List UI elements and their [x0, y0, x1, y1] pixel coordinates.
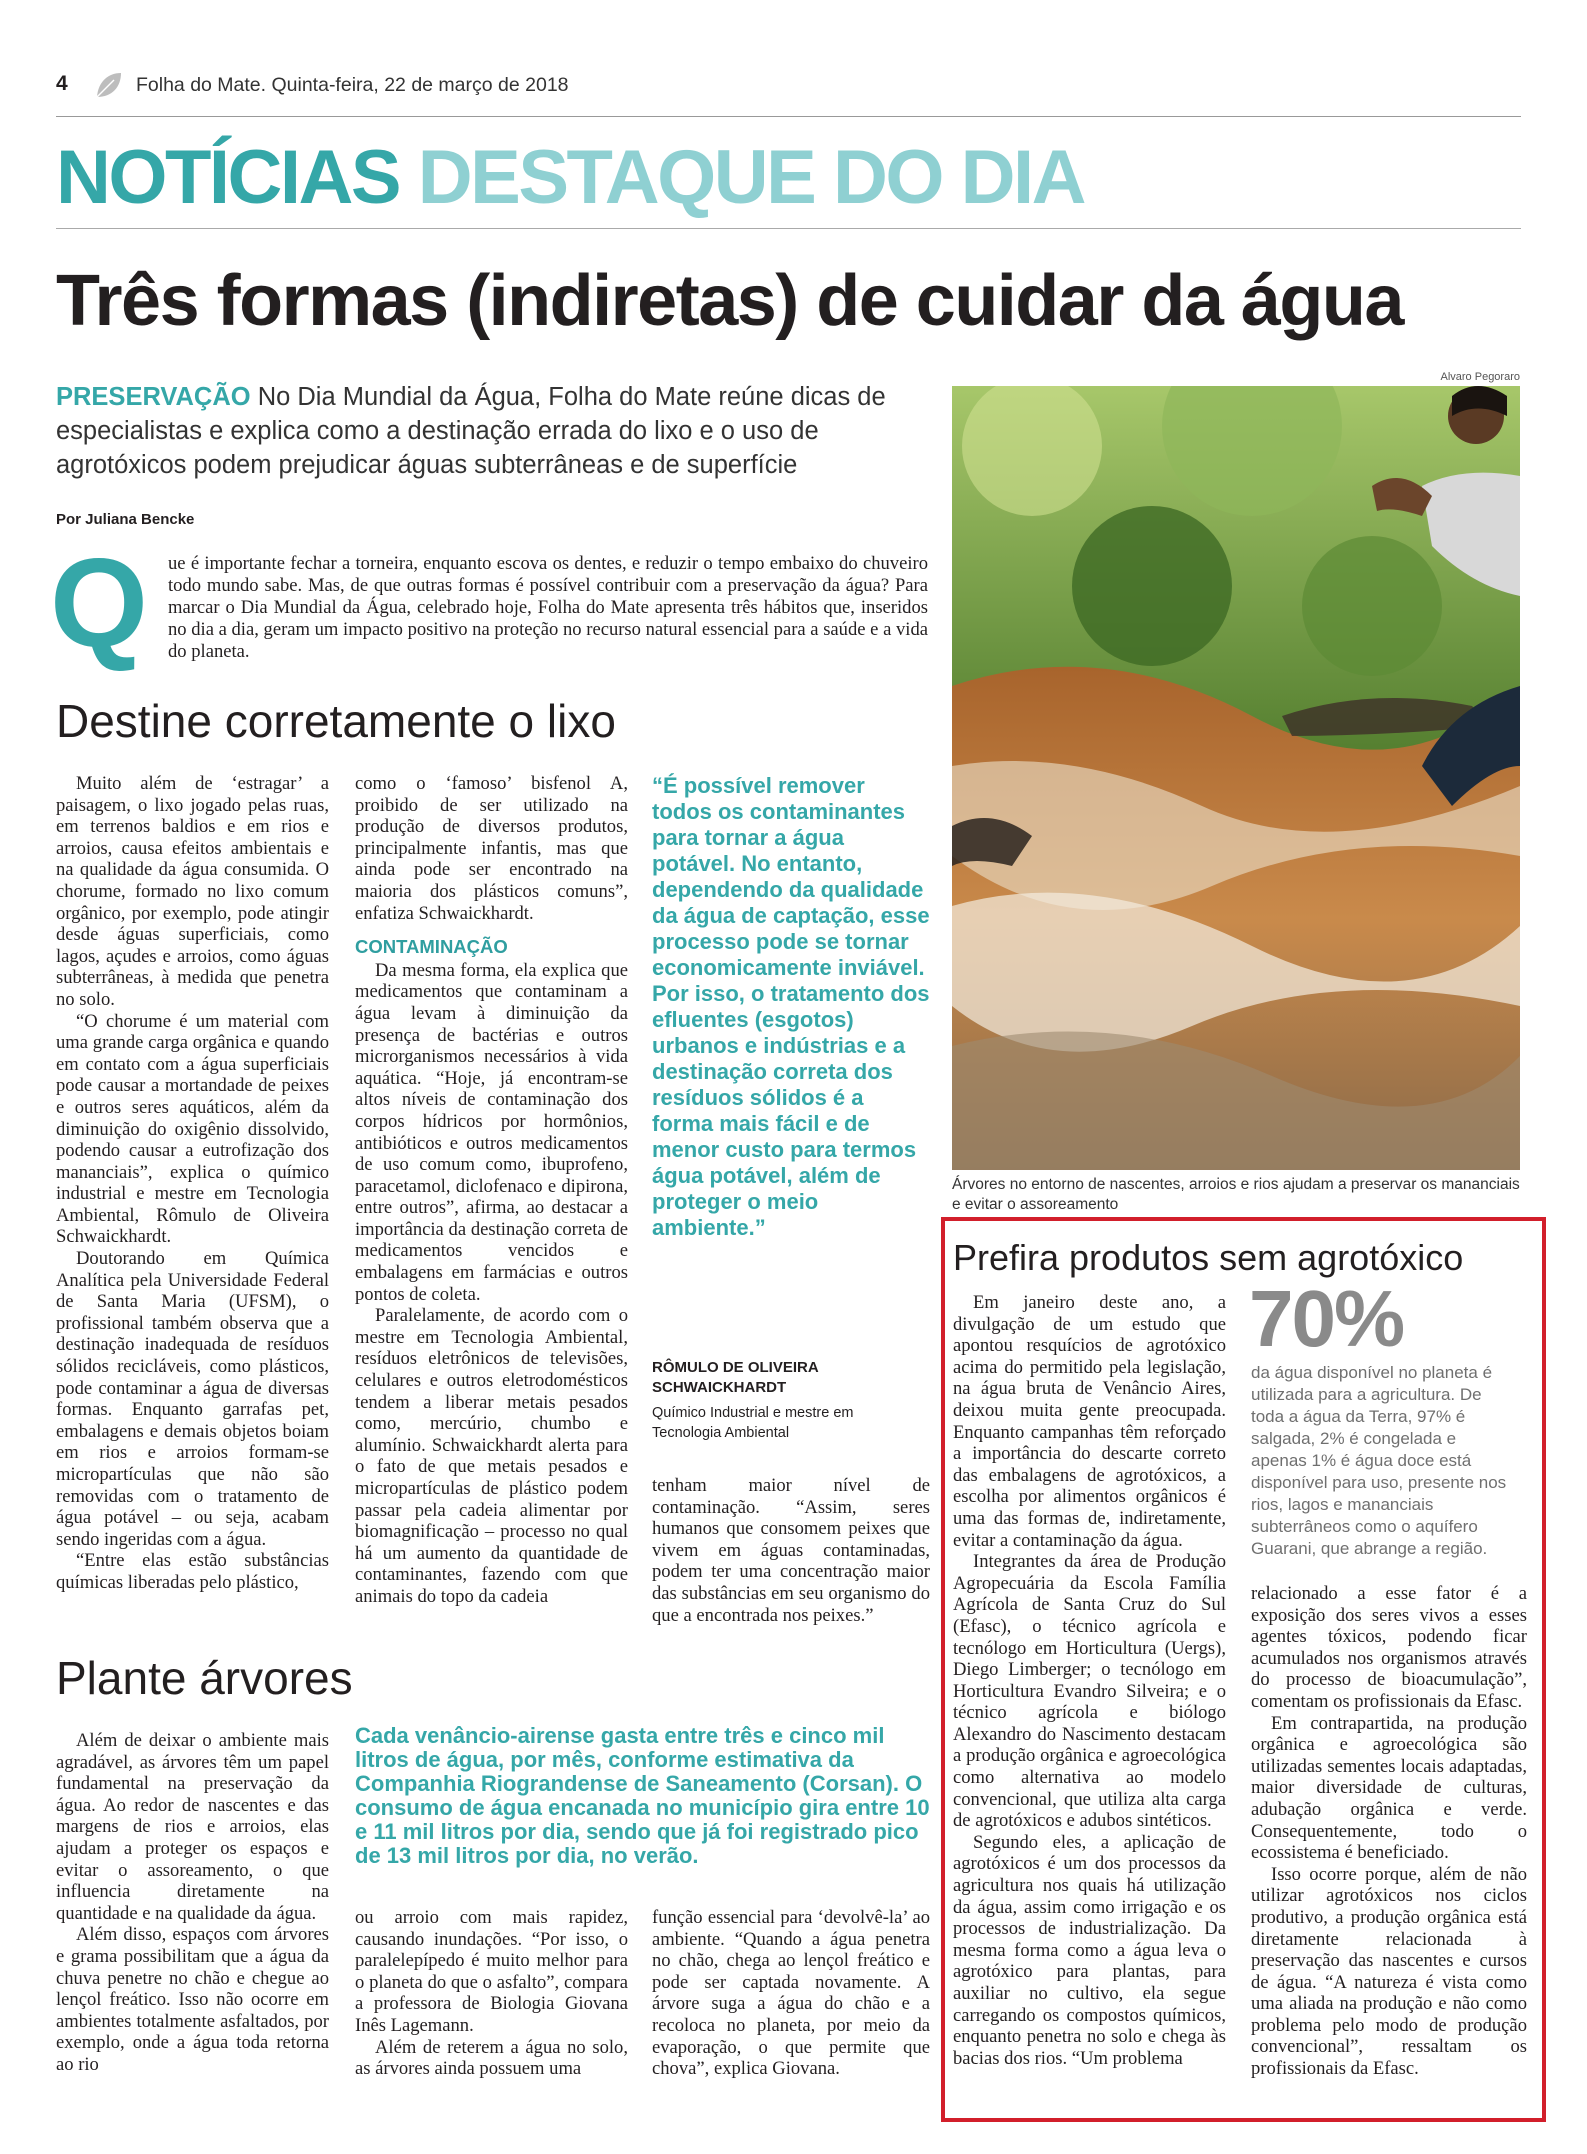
stat-value: 70% [1249, 1274, 1404, 1363]
quote-role: Químico Industrial e mestre em Tecnologia Ambiental [652, 1405, 854, 1441]
pull-quote: “É possível remover todos os contaminantes para tornar a água potável. No entanto, dependendo da qualidade da água de captação, esse processo pode se tornar economicamente inviável. Por isso, o tratamento dos efluentes (esgotos) urbanos e indústrias e a destinação correta dos resíduos sólidos é a forma mais fácil e de menor custo para termos água potável, além de proteger o meio ambiente.” [652, 773, 930, 1240]
stat-text: da água disponível no planeta é utilizada para a agricultura. De toda a água da Terra, 97% é salgada, 2% é congelada e apenas 1% é água doce está disponível para uso, presente nos rios, lagos e mananciais subterrâneos como o aquífero Guarani, que abrange a região. [1251, 1363, 1507, 1558]
leaf-icon [94, 70, 124, 100]
river-photo [952, 386, 1520, 1170]
agrotoxico-col1 [953, 1292, 1226, 2069]
photo-credit: Alvaro Pegoraro [1440, 371, 1520, 383]
arvores-col1-p1: Além de deixar o ambiente mais agradável, as árvores têm um papel fundamental na preservação da água. Ao redor de nascentes e das margens de rios e arroios, elas ajudam a proteger os espaços e evitar o assoreamento, o que influencia diretamente na quantidade e na qualidade da água. [56, 1730, 329, 1924]
lixo-col3 [652, 1475, 930, 1626]
arvores-col2-p1: ou arroio com mais rapidez, causando inundações. “Por isso, o paralelepípedo é muito melhor para o planeta do que o asfalto”, compara a professora de Biologia Giovana Inês Lagemann. [355, 1907, 628, 2036]
lixo-col1 [56, 773, 329, 1594]
subhead-contaminacao: CONTAMINAÇÃO [355, 936, 508, 958]
arvores-col3 [652, 1907, 930, 2080]
section-title-lixo: Destine corretamente o lixo [56, 695, 616, 747]
banner-rule [56, 228, 1521, 229]
agrotoxico-col2-p1: relacionado a esse fator é a exposição dos seres vivos a esses agentes tóxicos, podendo ficar acumulados nos organismos através do processo de bioacumulação”, comentam os profissionais da Efasc. [1251, 1583, 1527, 1712]
intro-text: ue é importante fechar a torneira, enquanto escova os dentes, e reduzir o tempo embaixo do chuveiro todo mundo sabe. Mas, de que outras formas é possível contribuir com a preservação da água? Para marcar o Dia Mundial da Água, celebrado hoje, Folha do Mate apresenta três hábitos que, inseridos no dia a dia, geram um impacto positivo na proteção no recurso natural essencial para a saúde e a vida do planeta. [168, 553, 928, 662]
drop-cap: Q [50, 532, 149, 673]
deck [56, 380, 921, 482]
publication-line: Folha do Mate. Quinta-feira, 22 de março de 2018 [136, 74, 569, 96]
lixo-col2-p1: Da mesma forma, ela explica que medicamentos que contaminam a água levam à diminuição da presença de bactérias e outros microrganismos necessários à vida aquática. “Hoje, já encontram-se altos níveis de contaminação dos corpos hídricos por hormônios, antibióticos e outros medicamentos de uso comum como, ibuprofeno, paracetamol, diclofenaco e dipirona, entre outros”, afirma, ao destacar a importância da destinação correta de medicamentos vencidos e embalagens em farmácias e outros pontos de coleta. [355, 959, 628, 1305]
arvores-col1-p2: Além disso, espaços com árvores e grama possibilitam que a água da chuva penetre no chão e chegue ao lençol freático. Isso não ocorre em ambientes totalmente asfaltados, por exemplo, onde a água toda retorna ao rio [56, 1924, 329, 2075]
lixo-col1-p1: Muito além de ‘estragar’ a paisagem, o lixo jogado pelas ruas, em terrenos baldios e em rios e arroios, causa efeitos ambientais e na qualidade da água consumida. O chorume, formado no lixo comum orgânico, por exemplo, pode atingir desde águas superficiais, como lagos, açudes e arroios, como águas subterrâneas, à medida que penetra no solo. [56, 773, 329, 1010]
section-word-noticias: NOTÍCIAS [56, 135, 400, 220]
agrotoxico-col1-p1: Em janeiro deste ano, a divulgação de um estudo que apontou resquícios de agrotóxico acima do permitido pela legislação, na água bruta de Venâncio Aires, deixou muita gente preocupada. Enquanto campanhas têm reforçado a importância do descarte correto das embalagens de agrotóxicos, a escolha por alimentos orgânicos é uma das formas de, indiretamente, evitar a contaminação da água. [953, 1292, 1226, 1551]
arvores-col2 [355, 1907, 628, 2080]
arvores-col3-text: função essencial para ‘devolvê-la’ ao ambiente. “Quando a água penetra no chão, chega ao lençol freático e pode ser captada novamente. A árvore suga a água do chão e a recoloca no planeta, por meio da evaporação, o que permite que chova”, explica Giovana. [652, 1907, 930, 2080]
arvores-col2-p2: Além de reterem a água no solo, as árvores ainda possuem uma [355, 2036, 628, 2080]
agrotoxico-col2 [1251, 1583, 1527, 2080]
kicker: PRESERVAÇÃO [56, 383, 251, 411]
header-rule [56, 116, 1521, 117]
agrotoxico-col1-p3: Segundo eles, a aplicação de agrotóxicos é um dos processos da agricultura nos quais há utilização da água, assim como irrigação e os processos de industrialização. Da mesma forma como a água leva o agrotóxico para plantas, para auxiliar no cultivo, ela segue carregando os compostos químicos, enquanto penetra no solo e chega às bacias dos rios. “Um problema [953, 1831, 1226, 2069]
section-banner [56, 133, 1084, 223]
deck-text: No Dia Mundial da Água, Folha do Mate reúne dicas de especialistas e explica como a destinação errada do lixo e o uso de agrotóxicos podem prejudicar águas subterrâneas e de superfície [56, 383, 886, 479]
section-word-destaque: DESTAQUE DO DIA [417, 135, 1084, 220]
lixo-col1-p3: Doutorando em Química Analítica pela Universidade Federal de Santa Maria (UFSM), o profissional também observa que a destinação inadequada de resíduos sólidos recicláveis, como plásticos, pode contaminar a água de diversas formas. Enquanto garrafas pet, embalagens e demais objetos boiam em rios e arroios formam-se micropartículas que não são removidas com o tratamento de água potável – ou seja, acabam sendo ingeridas com a água. [56, 1248, 329, 1550]
photo-caption: Árvores no entorno de nascentes, arroios e rios ajudam a preservar os mananciais e evitar o assoreamento [952, 1176, 1520, 1213]
lixo-col1-p2: “O chorume é um material com uma grande carga orgânica e quando em contato com a água superficiais pode causar a mortandade de peixes e outros seres aquáticos, além da diminuição do oxigênio dissolvido, podendo causar a eutrofização dos mananciais”, explica o químico industrial e mestre em Tecnologia Ambiental, Rômulo de Oliveira Schwaickhardt. [56, 1010, 329, 1248]
quote-author: RÔMULO DE OLIVEIRA SCHWAICKHARDT [652, 1359, 819, 1396]
lixo-col3-text: tenham maior nível de contaminação. “Assim, seres humanos que consomem peixes que vivem em águas contaminadas, podem ter uma concentração maior das substâncias em seu organismo do que a encontrada nos peixes.” [652, 1475, 930, 1626]
lixo-col2-p2: Paralelamente, de acordo com o mestre em Tecnologia Ambiental, resíduos eletrônicos de televisões, celulares e outros eletrodomésticos tendem a liberar metais pesados como, mercúrio, chumbo e alumínio. Schwaickhardt alerta para o fato de que metais pesados e micropartículas de plástico podem passar pela cadeia alimentar por biomagnificação – processo no qual há um aumento da quantidade de contaminantes, fazendo com que animais do topo da cadeia [355, 1305, 628, 1607]
arvores-highlight: Cada venâncio-airense gasta entre três e cinco mil litros de água, por mês, conforme estimativa da Companhia Riograndense de Saneamento (Corsan). O consumo de água encanada no município gira entre 10 e 11 mil litros por dia, sendo que já foi registrado pico de 13 mil litros por dia, no verão. [355, 1723, 930, 1868]
page-number: 4 [56, 72, 68, 95]
agrotoxico-col2-p3: Isso ocorre porque, além de não utilizar agrotóxicos nos ciclos produtivo, a produção orgânica está diretamente relacionada à preservação das nascentes e cursos de água. “A natureza é vista como uma aliada na produção e não como problema pelo modo de produção convencional”, ressaltam os profissionais da Efasc. [1251, 1863, 1527, 2080]
section-title-agrotoxico: Prefira produtos sem agrotóxico [953, 1237, 1464, 1278]
byline: Por Juliana Bencke [56, 511, 195, 528]
headline: Três formas (indiretas) de cuidar da água [56, 261, 1403, 341]
agrotoxico-col2-p2: Em contrapartida, na produção orgânica e agroecológica são utilizadas sementes locais adaptadas, maior diversidade de culturas, adubação orgânica e verde. Consequentemente, todo o ecossistema é beneficiado. [1251, 1712, 1527, 1864]
lixo-col2-top: como o ‘famoso’ bisfenol A, proibido de ser utilizado na produção de diversos produtos, principalmente infantis, mas que ainda pode ser encontrado na maioria dos plásticos comuns”, enfatiza Schwaickhardt. [355, 773, 628, 924]
arvores-col1 [56, 1730, 329, 2076]
agrotoxico-col1-p2: Integrantes da área de Produção Agropecuária da Escola Família Agrícola de Santa Cruz do Sul (Efasc), o técnico agrícola e tecnólogo em Horticultura (Uergs), Diego Limberger; o tecnólogo em Horticultura Evandro Silveira; e o técnico agrícola e biólogo Alexandro do Nascimento destacam a produção orgânica e agroecológica como alternativa ao modelo convencional, que utiliza alta carga de agrotóxicos e adubos sintéticos. [953, 1551, 1226, 1832]
section-title-arvores: Plante árvores [56, 1652, 353, 1704]
lixo-col2 [355, 773, 628, 1608]
lixo-col1-p4: “Entre elas estão substâncias químicas liberadas pelo plástico, [56, 1550, 329, 1593]
